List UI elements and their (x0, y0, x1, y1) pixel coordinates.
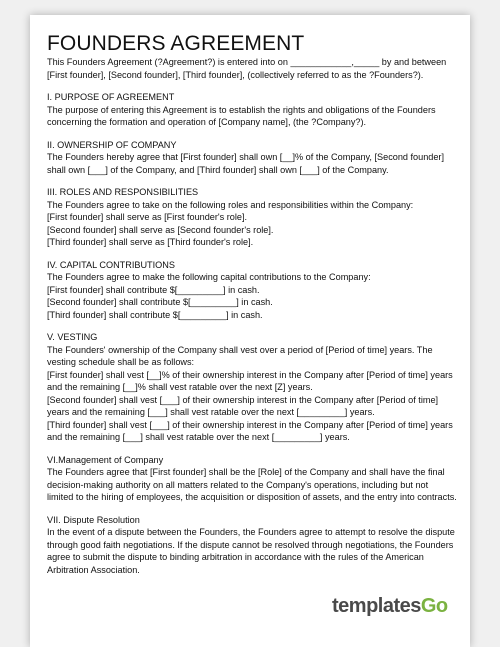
section-text: [First founder] shall contribute $[_________] in cash. (47, 284, 260, 295)
section-heading: VI.Management of Company (47, 454, 164, 465)
section (47, 454, 457, 504)
sections-container (47, 91, 457, 576)
section-text: The purpose of entering this Agreement is to establish the rights and obligations of the Founders concerning the formation and operation of [Company name], (the ?Company?). (47, 104, 436, 127)
section (47, 514, 457, 577)
document-content (47, 32, 457, 576)
section-heading: V. VESTING (47, 332, 98, 342)
section-heading: III. ROLES AND RESPONSIBILITIES (47, 187, 199, 197)
section-heading: VII. Dispute Resolution (47, 514, 140, 525)
section (47, 259, 457, 322)
section-text: [Third founder] shall vest [___] of their ownership interest in the Company after [Period of time] years and the remaining [___] shall vest ratable over the next [_________] years. (47, 419, 453, 442)
section (47, 91, 457, 129)
section-text: [Second founder] shall serve as [Second founder's role]. (47, 224, 274, 235)
section-heading: II. OWNERSHIP OF COMPANY (47, 139, 177, 150)
logo-text-go: Go (420, 595, 448, 617)
section-text: [Second founder] shall contribute $[_________] in cash. (47, 297, 273, 307)
section-heading: IV. CAPITAL CONTRIBUTIONS (47, 259, 175, 270)
section (47, 331, 457, 444)
document-page (30, 15, 470, 647)
section-text: [Third founder] shall serve as [Third founder's role]. (47, 237, 254, 247)
section-text: In the event of a dispute between the Founders, the Founders agree to attempt to resolve the dispute through good faith negotiations. If the dispute cannot be resolved through negotiations, the Founders agree to submit the dispute to binding arbitration in accordance with the rules of the American Arbitration Association. (47, 527, 455, 575)
templatesgo-logo (332, 594, 448, 618)
section-text: The Founders' ownership of the Company shall vest over a period of [Period of time] years. The vesting schedule shall be as follows: (47, 344, 433, 367)
section-text: The Founders agree that [First founder] shall be the [Role] of the Company and shall have the final decision-making authority on all matters related to the Company's operations, including but not limited to the hiring of employees, the acquisition or disposition of assets, and the entry into contracts. (47, 467, 457, 502)
section-text: [Second founder] shall vest [___] of their ownership interest in the Company after [Period of time] years and the remaining [___] shall vest ratable over the next [_________] years. (47, 394, 439, 417)
section-text: [First founder] shall serve as [First founder's role]. (47, 212, 248, 222)
section-text: The Founders agree to take on the following roles and responsibilities within the Company: (47, 199, 414, 210)
section-text: [Third founder] shall contribute $[_________] in cash. (47, 309, 263, 320)
section-text: [First founder] shall vest [__]% of their ownership interest in the Company after [Period of time] years and the remaining [__]% shall vest ratable over the next [Z] years. (47, 369, 453, 392)
section (47, 139, 457, 177)
document-title: FOUNDERS AGREEMENT (47, 32, 305, 55)
logo-text-templates: templates (332, 595, 421, 617)
intro-paragraph: This Founders Agreement (?Agreement?) is entered into on ____________,_____ by and between [First founder], [Second founder], [Third founder], (collectively referred to as the ?Founders?). (47, 57, 447, 80)
section-text: The Founders hereby agree that [First founder] shall own [__]% of the Company, [Second founder] shall own [___] of the Company, and [Third founder] shall own [___] of the Company. (47, 152, 444, 175)
section-text: The Founders agree to make the following capital contributions to the Company: (47, 272, 371, 282)
section-heading: I. PURPOSE OF AGREEMENT (47, 92, 175, 102)
section (47, 186, 457, 249)
